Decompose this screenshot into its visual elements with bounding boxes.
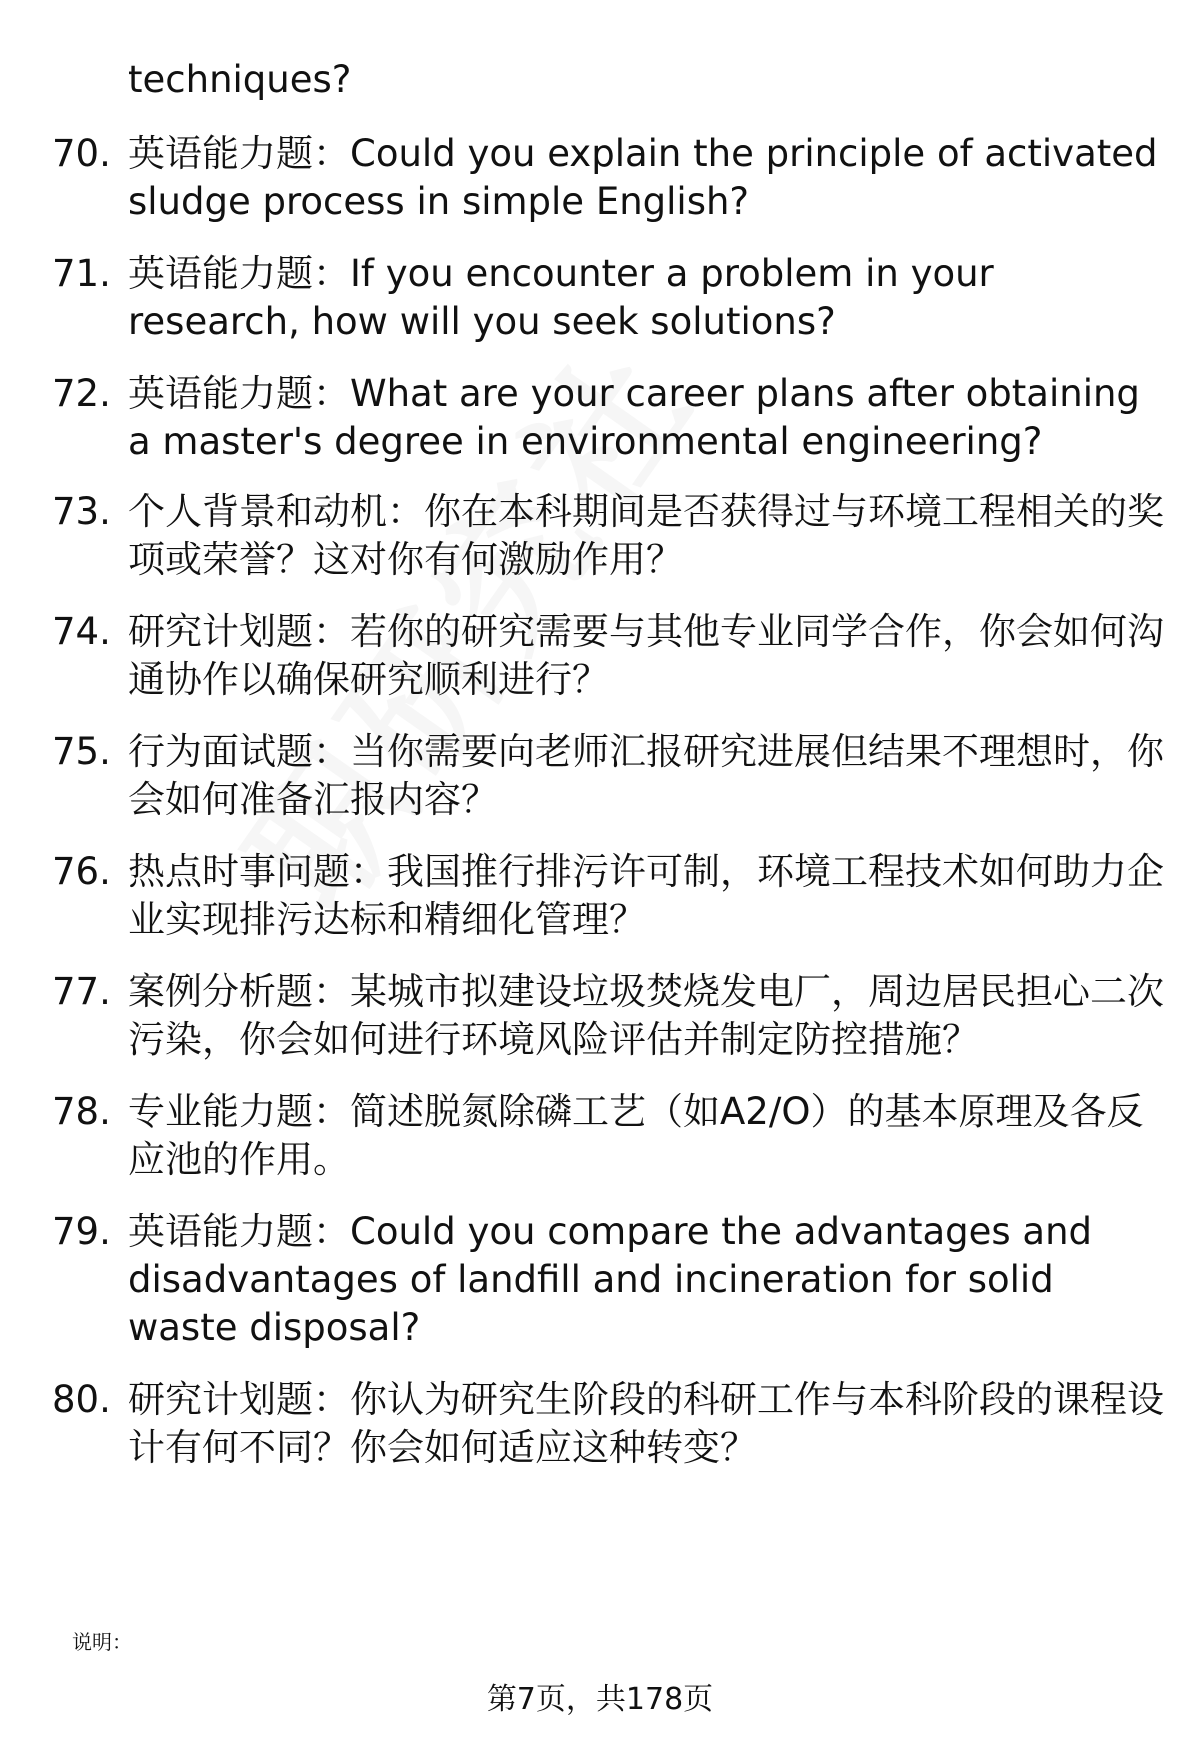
question-number: 77. (52, 970, 111, 1013)
question-number: 70. (52, 132, 111, 175)
question-text: 英语能力题：If you encounter a problem in your research, how will you seek solutions? (128, 252, 994, 343)
continued-question-text: techniques? (128, 58, 352, 101)
page-footer: 第7页，共178页 (486, 1682, 714, 1717)
question-text: 英语能力题：Could you explain the principle of activated sludge process in simple English? (128, 132, 1158, 223)
question-text: 研究计划题：你认为研究生阶段的科研工作与本科阶段的课程设计有何不同？你会如何适应这种转变？ (128, 1378, 1164, 1469)
question-number: 73. (52, 490, 111, 533)
question-text: 热点时事问题：我国推行排污许可制，环境工程技术如何助力企业实现排污达标和精细化管理？ (128, 850, 1164, 941)
question-number: 76. (52, 850, 111, 893)
question-text: 研究计划题：若你的研究需要与其他专业同学合作，你会如何沟通协作以确保研究顺利进行？ (128, 610, 1164, 701)
question-number: 71. (52, 252, 111, 295)
question-number: 79. (52, 1210, 111, 1253)
note-label: 说明： (72, 1630, 132, 1654)
question-number: 78. (52, 1090, 111, 1133)
question-text: 案例分析题：某城市拟建设垃圾焚烧发电厂，周边居民担心二次污染，你会如何进行环境风险评估并制定防控措施？ (128, 970, 1164, 1061)
question-number: 72. (52, 372, 111, 415)
question-number: 80. (52, 1378, 111, 1421)
question-text: 专业能力题：简述脱氮除磷工艺（如A2/O）的基本原理及各反应池的作用。 (128, 1090, 1144, 1181)
question-number: 74. (52, 610, 111, 653)
question-number: 75. (52, 730, 111, 773)
question-text: 英语能力题：What are your career plans after obtaining a master's degree in environmental engineering? (128, 372, 1140, 463)
question-text: 行为面试题：当你需要向老师汇报研究进展但结果不理想时，你会如何准备汇报内容？ (128, 730, 1164, 821)
question-text: 英语能力题：Could you compare the advantages and disadvantages of landfill and incineration for solid waste disposal? (128, 1210, 1093, 1349)
question-text: 个人背景和动机：你在本科期间是否获得过与环境工程相关的奖项或荣誉？这对你有何激励作用？ (128, 490, 1164, 581)
